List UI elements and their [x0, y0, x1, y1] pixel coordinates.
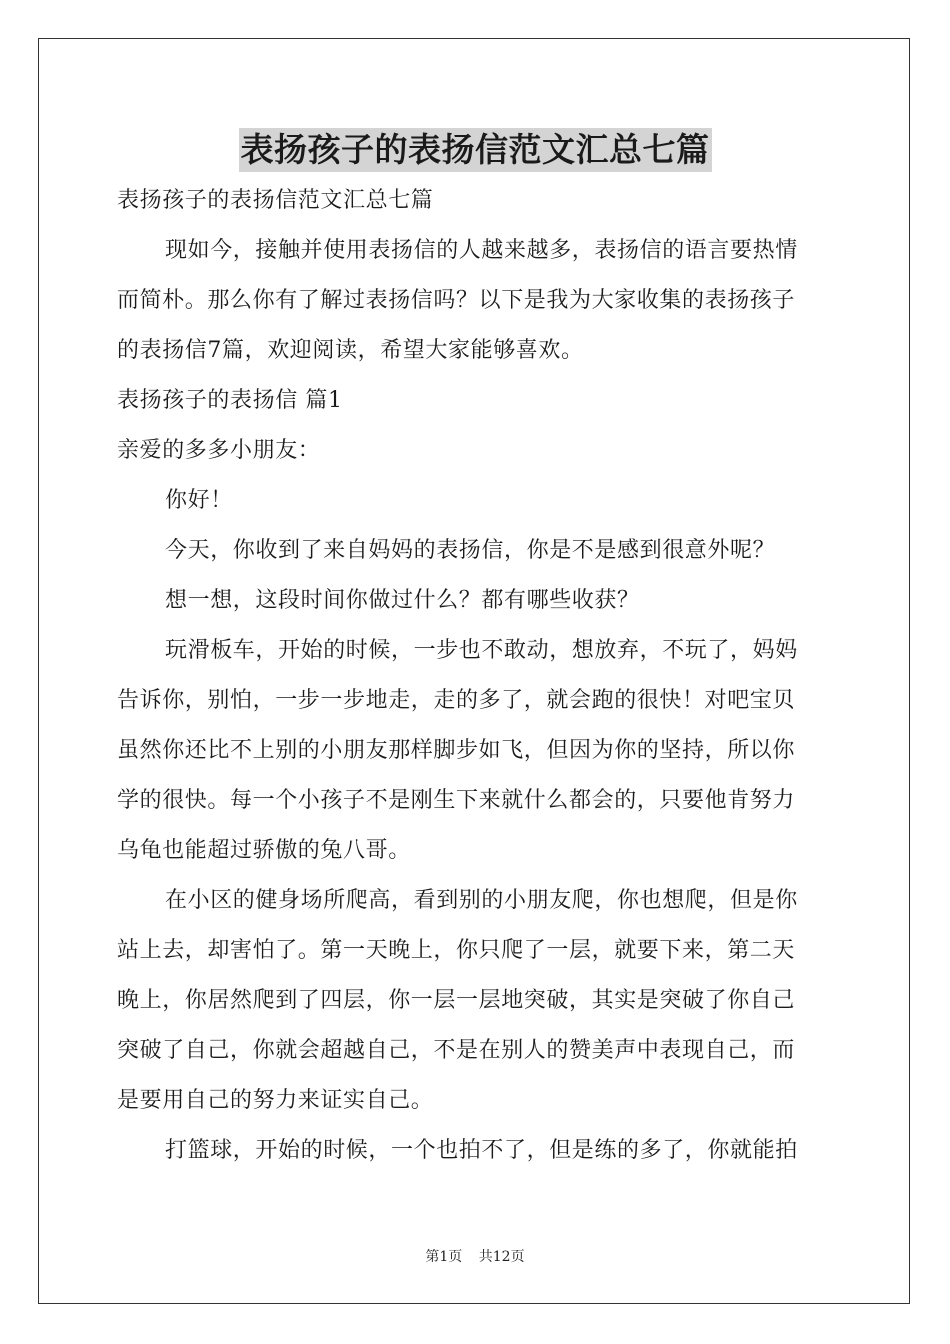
page-footer: [0, 1246, 950, 1266]
text-line: 打篮球，开始的时候，一个也拍不了，但是练的多了，你就能拍: [165, 1138, 798, 1163]
text-line: 站上去，却害怕了。第一天晚上，你只爬了一层，就要下来，第二天: [117, 938, 796, 963]
text-line: 突破了自己，你就会超越自己，不是在别人的赞美声中表现自己，而: [117, 1038, 796, 1063]
page-total: 共12页: [478, 1249, 525, 1265]
page-number: 第1页: [425, 1249, 463, 1265]
text-line: 学的很快。每一个小孩子不是刚生下来就什么都会的，只要他肯努力: [117, 788, 796, 813]
text-line: 表扬孩子的表扬信范文汇总七篇: [117, 188, 434, 213]
text-line: 乌龟也能超过骄傲的兔八哥。: [117, 838, 411, 863]
document-title: 表扬孩子的表扬信范文汇总七篇: [239, 128, 712, 172]
text-line: 现如今，接触并使用表扬信的人越来越多，表扬信的语言要热情: [165, 238, 798, 263]
text-line: 表扬孩子的表扬信 篇1: [117, 388, 343, 413]
text-line: 在小区的健身场所爬高，看到别的小朋友爬，你也想爬，但是你: [165, 888, 798, 913]
text-line: 今天，你收到了来自妈妈的表扬信，你是不是感到很意外呢？: [165, 538, 776, 563]
text-line: 的表扬信7篇，欢迎阅读，希望大家能够喜欢。: [117, 338, 584, 363]
text-line: 晚上，你居然爬到了四层，你一层一层地突破，其实是突破了你自己: [117, 988, 796, 1013]
title-container: [0, 128, 950, 172]
text-line: 告诉你，别怕，一步一步地走，走的多了，就会跑的很快！对吧宝贝: [117, 688, 796, 713]
text-line: 亲爱的多多小朋友：: [117, 438, 321, 463]
text-line: 你好！: [165, 488, 233, 513]
text-line: 玩滑板车，开始的时候，一步也不敢动，想放弃，不玩了，妈妈: [165, 638, 798, 663]
document-body: [117, 176, 837, 1176]
text-line: 是要用自己的努力来证实自己。: [117, 1088, 434, 1113]
text-line: 而简朴。那么你有了解过表扬信吗？以下是我为大家收集的表扬孩子: [117, 288, 796, 313]
text-line: 虽然你还比不上别的小朋友那样脚步如飞，但因为你的坚持，所以你: [117, 738, 796, 763]
text-line: 想一想，这段时间你做过什么？都有哪些收获？: [165, 588, 640, 613]
